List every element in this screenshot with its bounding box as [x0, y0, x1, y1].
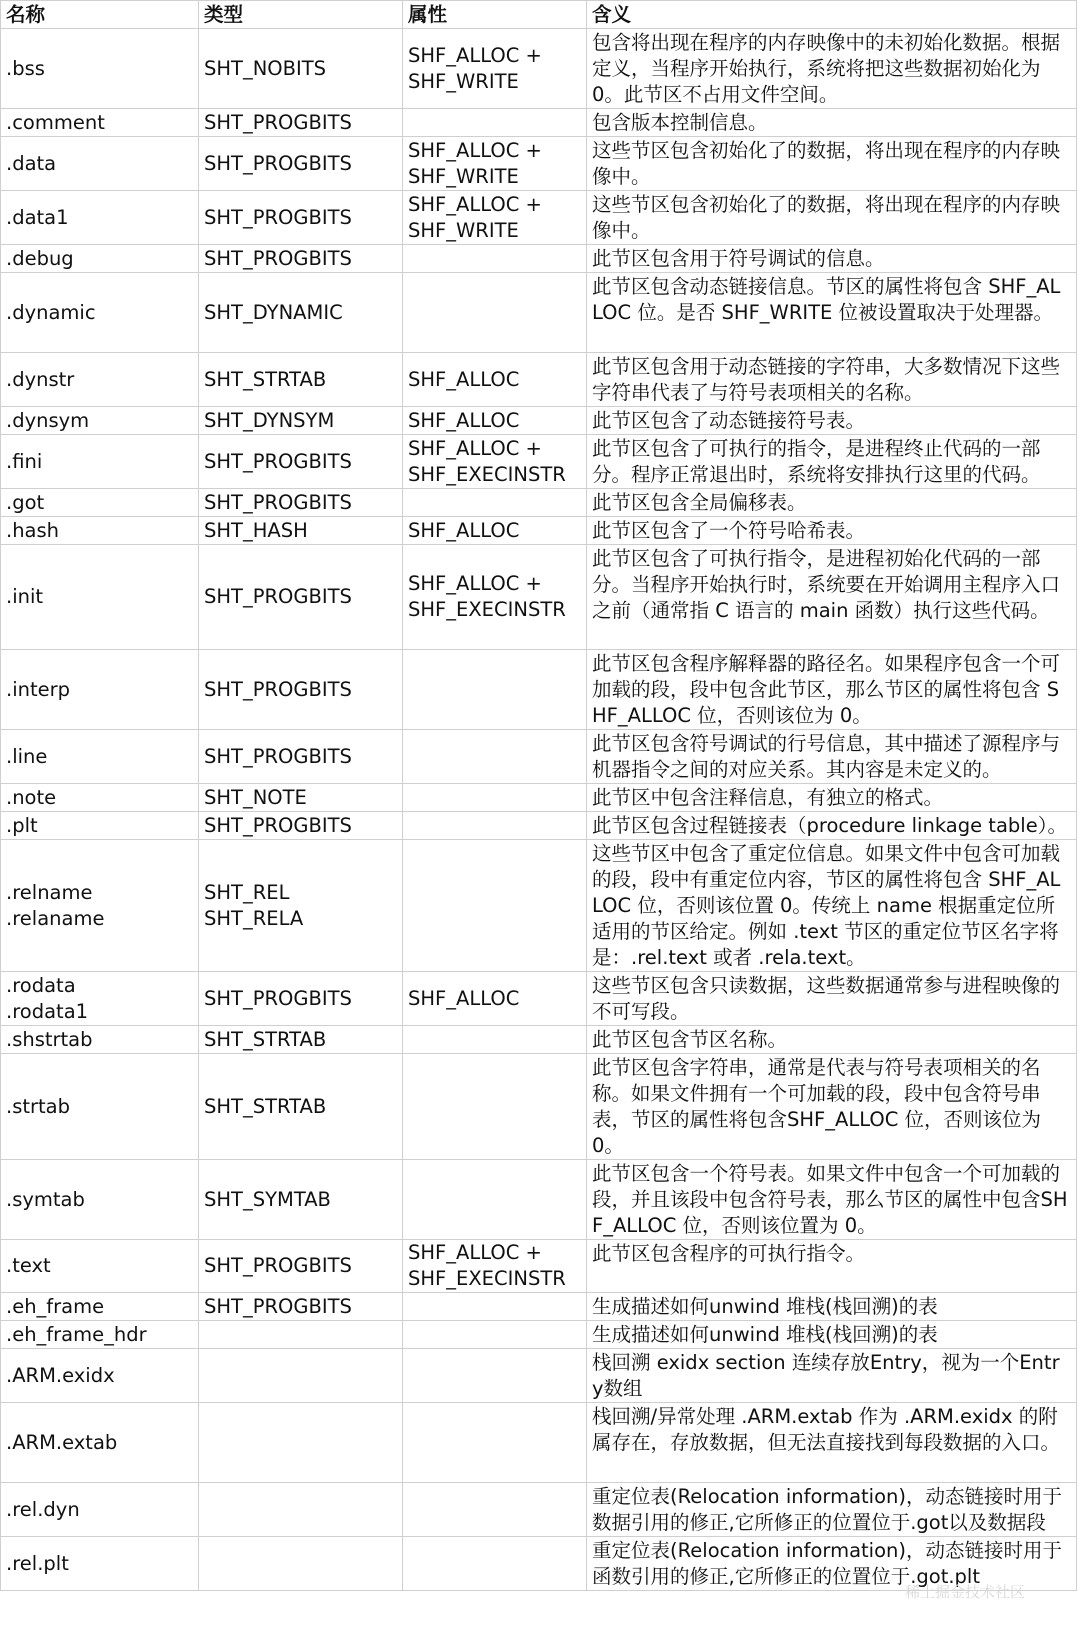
cell-section-name [1, 1483, 199, 1537]
cell-line: SHT_PROGBITS [204, 986, 352, 1010]
table-row [1, 1026, 1077, 1054]
cell-description: 此节区包含了一个符号哈希表。 [587, 517, 1077, 545]
cell-line: SHT_PROGBITS [204, 449, 352, 473]
cell-line: .rodata [6, 973, 76, 997]
cell-section-attributes [403, 545, 587, 650]
cell-section-attributes [403, 1293, 587, 1321]
cell-section-attributes [403, 137, 587, 191]
table-row [1, 1240, 1077, 1293]
cell-line: .dynamic [6, 300, 96, 324]
cell-section-name [1, 730, 199, 784]
cell-section-attributes [403, 29, 587, 109]
cell-description: 此节区包含了可执行的指令，是进程终止代码的一部分。程序正常退出时，系统将安排执行这里的代码。 [587, 435, 1077, 489]
cell-section-type [199, 1483, 403, 1537]
header-type: 类型 [199, 1, 403, 29]
cell-section-type [199, 1349, 403, 1403]
cell-description: 这些节区包含只读数据，这些数据通常参与进程映像的不可写段。 [587, 972, 1077, 1026]
cell-line: .init [6, 585, 44, 608]
cell-section-attributes [403, 812, 587, 840]
header-desc: 含义 [587, 1, 1077, 29]
table-row [1, 1403, 1077, 1483]
cell-line: SHF_ALLOC + [408, 192, 542, 216]
cell-line: SHT_PROGBITS [204, 1294, 352, 1318]
cell-line: SHT_DYNSYM [204, 408, 335, 432]
cell-line: .debug [6, 246, 74, 270]
table-row [1, 109, 1077, 137]
cell-line: SHT_PROGBITS [204, 677, 352, 701]
cell-section-type [199, 1054, 403, 1160]
cell-line: SHF_ALLOC [408, 518, 520, 542]
cell-line: SHT_HASH [204, 518, 308, 542]
cell-section-type [199, 1321, 403, 1349]
cell-line: SHF_ALLOC + [408, 436, 542, 460]
cell-section-name [1, 1160, 199, 1240]
cell-line: .eh_frame_hdr [6, 1322, 147, 1346]
cell-section-type [199, 812, 403, 840]
cell-line: SHT_PROGBITS [204, 246, 352, 270]
table-row [1, 1293, 1077, 1321]
cell-description: 此节区包含字符串，通常是代表与符号表项相关的名称。如果文件拥有一个可加载的段，段中包含符号串表，节区的属性将包含SHF_ALLOC 位，否则该位为 0。 [587, 1054, 1077, 1160]
cell-section-type [199, 1403, 403, 1483]
cell-line: .bss [6, 56, 45, 80]
cell-section-attributes [403, 972, 587, 1026]
cell-line: SHF_EXECINSTR [408, 598, 566, 621]
cell-line: .line [6, 744, 48, 768]
table-row [1, 191, 1077, 245]
cell-line: SHF_WRITE [408, 164, 519, 188]
cell-section-attributes [403, 1026, 587, 1054]
table-row [1, 517, 1077, 545]
table-body [1, 29, 1077, 1591]
cell-section-type [199, 353, 403, 407]
table-row [1, 545, 1077, 650]
cell-section-type [199, 245, 403, 273]
cell-line: SHT_PROGBITS [204, 813, 352, 837]
table-row [1, 273, 1077, 353]
cell-line: .strtab [6, 1094, 70, 1118]
cell-line: SHT_PROGBITS [204, 1254, 352, 1277]
table-row [1, 435, 1077, 489]
cell-line: SHT_DYNAMIC [204, 300, 343, 324]
cell-section-type [199, 435, 403, 489]
cell-description: 此节区包含程序解释器的路径名。如果程序包含一个可加载的段，段中包含此节区，那么节区的属性将包含 SHF_ALLOC 位，否则该位为 0。 [587, 650, 1077, 730]
cell-section-attributes [403, 273, 587, 353]
cell-description: 此节区包含节区名称。 [587, 1026, 1077, 1054]
cell-section-name [1, 191, 199, 245]
watermark: 稀土掘金技术社区 [905, 1583, 1026, 1601]
cell-line: SHT_PROGBITS [204, 205, 352, 229]
cell-section-attributes [403, 1321, 587, 1349]
cell-section-type [199, 972, 403, 1026]
cell-section-name [1, 812, 199, 840]
cell-line: .rodata1 [6, 999, 89, 1023]
cell-line: .hash [6, 518, 60, 542]
cell-section-attributes [403, 1054, 587, 1160]
cell-line: .dynsym [6, 408, 90, 432]
cell-section-name [1, 650, 199, 730]
cell-description: 此节区包含一个符号表。如果文件中包含一个可加载的段，并且该段中包含符号表，那么节区的属性中包含SHF_ALLOC 位，否则该位置为 0。 [587, 1160, 1077, 1240]
cell-line: .rel.dyn [6, 1497, 80, 1521]
cell-description: 此节区包含过程链接表（procedure linkage table）。 [587, 812, 1077, 840]
table-row [1, 245, 1077, 273]
cell-line: .got [6, 490, 45, 514]
cell-description: 重定位表(Relocation information)，动态链接时用于函数引用的修正,它所修正的位置位于.got.plt [587, 1537, 1077, 1591]
cell-section-type [199, 545, 403, 650]
cell-line: .ARM.exidx [6, 1363, 115, 1387]
cell-line: SHT_STRTAB [204, 1094, 327, 1118]
cell-line: .interp [6, 677, 71, 701]
cell-section-attributes [403, 650, 587, 730]
cell-line: SHT_PROGBITS [204, 151, 352, 175]
cell-description: 包含将出现在程序的内存映像中的未初始化数据。根据定义，当程序开始执行，系统将把这些数据初始化为 0。此节区不占用文件空间。 [587, 29, 1077, 109]
cell-section-type [199, 273, 403, 353]
cell-description: 生成描述如何unwind 堆栈(栈回溯)的表 [587, 1293, 1077, 1321]
cell-line: SHF_ALLOC + [408, 138, 542, 162]
cell-line: .note [6, 785, 57, 809]
cell-section-type [199, 29, 403, 109]
cell-description: 此节区包含用于动态链接的字符串，大多数情况下这些字符串代表了与符号表项相关的名称。 [587, 353, 1077, 407]
cell-section-name [1, 273, 199, 353]
cell-section-type [199, 1293, 403, 1321]
table-row [1, 1054, 1077, 1160]
cell-description: 这些节区包含初始化了的数据，将出现在程序的内存映像中。 [587, 137, 1077, 191]
cell-description: 这些节区中包含了重定位信息。如果文件中包含可加载的段，段中有重定位内容，节区的属性将包含 SHF_ALLOC 位，否则该位置 0。传统上 name 根据重定位所适用的节区给定。例如 .text 节区的重定位节区名字将是：.rel.text 或者 .rela.text。 [587, 840, 1077, 972]
cell-section-attributes [403, 1160, 587, 1240]
cell-line: SHT_STRTAB [204, 1027, 327, 1051]
cell-line: .rel.plt [6, 1551, 69, 1575]
cell-section-type [199, 784, 403, 812]
cell-section-type [199, 840, 403, 972]
cell-line: .shstrtab [6, 1027, 93, 1051]
table-row [1, 29, 1077, 109]
cell-section-name [1, 1293, 199, 1321]
table-row [1, 812, 1077, 840]
cell-line: SHT_NOBITS [204, 56, 327, 80]
cell-section-attributes [403, 1537, 587, 1591]
cell-line: .comment [6, 110, 105, 134]
cell-section-name [1, 353, 199, 407]
cell-description: 此节区包含了可执行指令，是进程初始化代码的一部分。当程序开始执行时，系统要在开始调用主程序入口之前（通常指 C 语言的 main 函数）执行这些代码。 [587, 545, 1077, 650]
cell-section-name [1, 517, 199, 545]
table-row [1, 784, 1077, 812]
cell-line: SHT_PROGBITS [204, 744, 352, 768]
cell-section-attributes [403, 489, 587, 517]
cell-section-attributes [403, 517, 587, 545]
cell-description: 生成描述如何unwind 堆栈(栈回溯)的表 [587, 1321, 1077, 1349]
cell-section-attributes [403, 109, 587, 137]
cell-line: SHF_ALLOC [408, 986, 520, 1010]
cell-description: 包含版本控制信息。 [587, 109, 1077, 137]
cell-section-type [199, 650, 403, 730]
cell-section-name [1, 1240, 199, 1293]
cell-line: SHT_NOTE [204, 785, 307, 809]
cell-line: SHT_PROGBITS [204, 490, 352, 514]
cell-section-attributes [403, 1483, 587, 1537]
table-row [1, 840, 1077, 972]
cell-line: SHF_ALLOC + [408, 572, 542, 595]
cell-line: SHF_ALLOC + [408, 43, 542, 67]
cell-section-attributes [403, 191, 587, 245]
cell-line: .dynstr [6, 367, 75, 391]
cell-line: SHF_EXECINSTR [408, 462, 566, 486]
cell-section-name [1, 245, 199, 273]
cell-description: 此节区包含程序的可执行指令。 [587, 1240, 1077, 1293]
table-row [1, 650, 1077, 730]
cell-section-type [199, 517, 403, 545]
cell-section-name [1, 29, 199, 109]
cell-section-name [1, 109, 199, 137]
cell-line: .plt [6, 813, 38, 837]
cell-section-type [199, 1026, 403, 1054]
cell-section-attributes [403, 245, 587, 273]
cell-section-name [1, 489, 199, 517]
cell-line: SHF_ALLOC + [408, 1241, 542, 1264]
cell-line: .relname [6, 880, 93, 904]
cell-description: 栈回溯/异常处理 .ARM.extab 作为 .ARM.exidx 的附属存在，存放数据，但无法直接找到每段数据的入口。 [587, 1403, 1077, 1483]
cell-description: 此节区包含全局偏移表。 [587, 489, 1077, 517]
cell-section-name [1, 784, 199, 812]
cell-section-name [1, 1349, 199, 1403]
cell-line: .ARM.extab [6, 1430, 118, 1454]
cell-description: 重定位表(Relocation information)，动态链接时用于数据引用的修正,它所修正的位置位于.got以及数据段 [587, 1483, 1077, 1537]
table-row [1, 1537, 1077, 1591]
cell-line: SHT_SYMTAB [204, 1187, 331, 1211]
cell-section-type [199, 1537, 403, 1591]
cell-section-name [1, 840, 199, 972]
cell-line: SHF_WRITE [408, 69, 519, 93]
cell-section-name [1, 1026, 199, 1054]
table-header-row [1, 1, 1077, 29]
cell-section-type [199, 1160, 403, 1240]
cell-description: 栈回溯 exidx section 连续存放Entry，视为一个Entry数组 [587, 1349, 1077, 1403]
cell-line: SHF_ALLOC [408, 408, 520, 432]
table-row [1, 353, 1077, 407]
cell-section-name [1, 137, 199, 191]
cell-line: SHT_PROGBITS [204, 585, 352, 608]
cell-line: SHT_PROGBITS [204, 110, 352, 134]
cell-line: SHT_STRTAB [204, 367, 327, 391]
cell-section-attributes [403, 784, 587, 812]
cell-line: .fini [6, 449, 43, 473]
cell-section-name [1, 1537, 199, 1591]
table-row [1, 1483, 1077, 1537]
cell-line: .symtab [6, 1187, 85, 1211]
cell-line: .eh_frame [6, 1294, 105, 1318]
table-row [1, 1160, 1077, 1240]
cell-section-type [199, 1240, 403, 1293]
cell-section-attributes [403, 840, 587, 972]
cell-line: .data [6, 151, 57, 175]
cell-section-type [199, 489, 403, 517]
cell-section-attributes [403, 730, 587, 784]
table-row [1, 1349, 1077, 1403]
cell-section-name [1, 435, 199, 489]
cell-section-name [1, 407, 199, 435]
cell-section-type [199, 730, 403, 784]
table-row [1, 137, 1077, 191]
cell-line: SHF_WRITE [408, 218, 519, 242]
cell-section-name [1, 1321, 199, 1349]
cell-section-attributes [403, 1349, 587, 1403]
table-row [1, 1321, 1077, 1349]
cell-description: 此节区包含了动态链接符号表。 [587, 407, 1077, 435]
table-row [1, 407, 1077, 435]
header-attr: 属性 [403, 1, 587, 29]
cell-section-attributes [403, 1240, 587, 1293]
cell-line: .relaname [6, 906, 105, 930]
cell-section-attributes [403, 407, 587, 435]
cell-section-attributes [403, 1403, 587, 1483]
cell-line: SHF_EXECINSTR [408, 1267, 566, 1290]
header-name: 名称 [1, 1, 199, 29]
cell-line: SHT_REL [204, 880, 290, 904]
cell-line: .text [6, 1254, 51, 1277]
table-row [1, 730, 1077, 784]
table-row [1, 972, 1077, 1026]
cell-section-name [1, 1054, 199, 1160]
cell-section-name [1, 972, 199, 1026]
cell-description: 此节区包含用于符号调试的信息。 [587, 245, 1077, 273]
cell-section-attributes [403, 353, 587, 407]
cell-line: SHT_RELA [204, 906, 304, 930]
cell-description: 此节区包含动态链接信息。节区的属性将包含 SHF_ALLOC 位。是否 SHF_WRITE 位被设置取决于处理器。 [587, 273, 1077, 353]
cell-description: 此节区包含符号调试的行号信息，其中描述了源程序与机器指令之间的对应关系。其内容是未定义的。 [587, 730, 1077, 784]
cell-section-name [1, 545, 199, 650]
cell-description: 此节区中包含注释信息，有独立的格式。 [587, 784, 1077, 812]
cell-section-name [1, 1403, 199, 1483]
cell-line: SHF_ALLOC [408, 367, 520, 391]
table-row [1, 489, 1077, 517]
cell-section-type [199, 109, 403, 137]
cell-section-type [199, 407, 403, 435]
cell-section-type [199, 191, 403, 245]
cell-section-attributes [403, 435, 587, 489]
cell-description: 这些节区包含初始化了的数据，将出现在程序的内存映像中。 [587, 191, 1077, 245]
cell-section-type [199, 137, 403, 191]
cell-line: .data1 [6, 205, 69, 229]
